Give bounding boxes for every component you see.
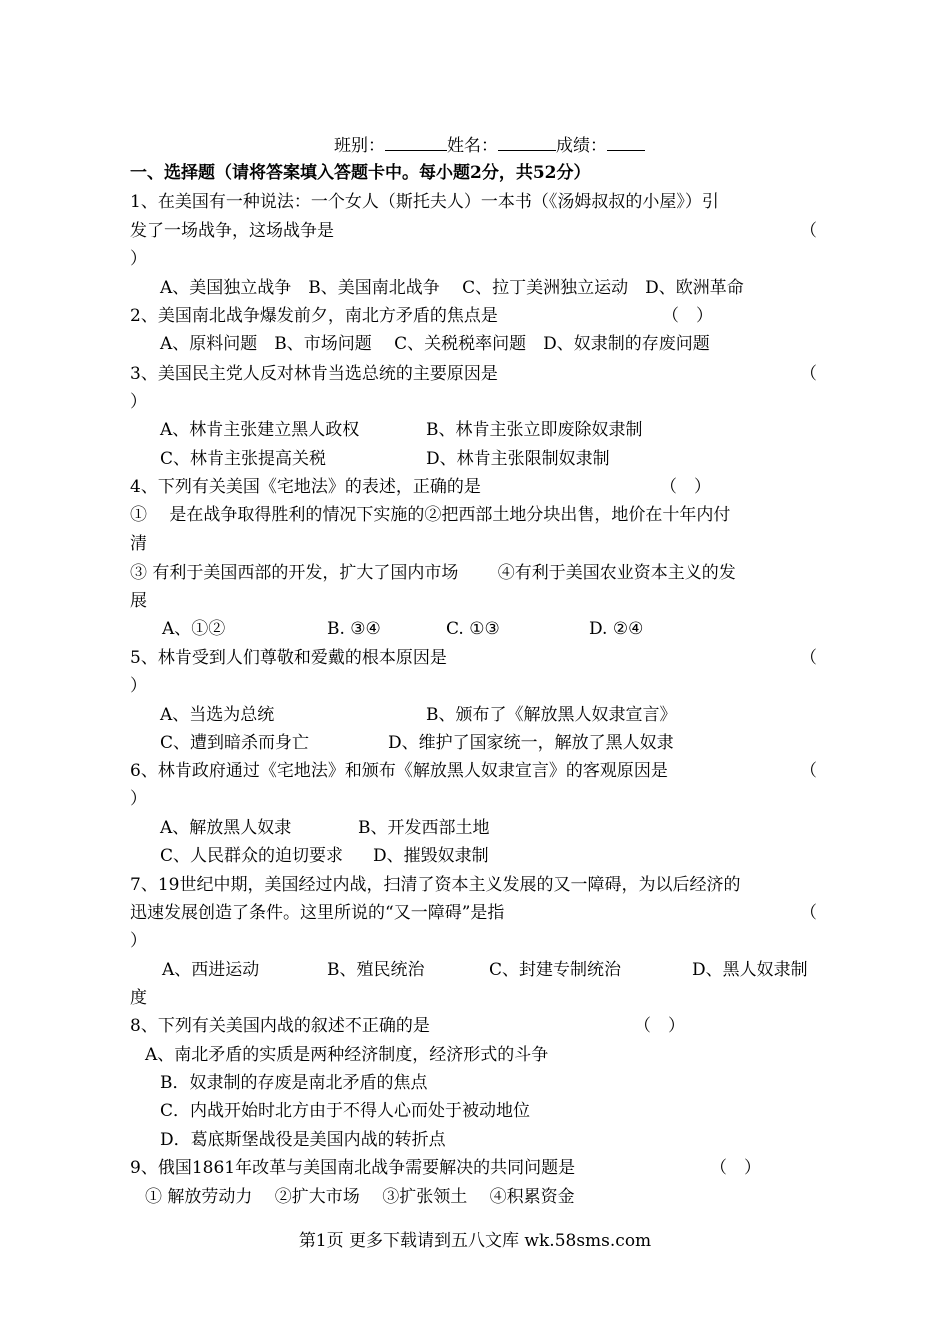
- name-blank[interactable]: [498, 134, 556, 151]
- q3-option-a: A、林肯主张建立黑人政权: [160, 420, 360, 440]
- q4-statement-2-cont: 展: [130, 591, 147, 611]
- q7-paren-close: ）: [130, 931, 147, 951]
- q4-option-c: C. ①③: [446, 619, 500, 639]
- q8-option-a: A、南北矛盾的实质是两种经济制度，经济形式的斗争: [145, 1045, 549, 1065]
- q8-option-c: C．内战开始时北方由于不得人心而处于被动地位: [160, 1101, 531, 1121]
- q6-option-b: B、开发西部土地: [358, 818, 490, 838]
- q6-option-d: D、摧毁奴隶制: [373, 846, 489, 866]
- q3-option-c: C、林肯主张提高关税: [160, 449, 327, 469]
- page-footer: 第1页 更多下载请到五八文库 wk.58sms.com: [298, 1231, 652, 1251]
- q9-items: ① 解放劳动力 ②扩大市场 ③扩张领土 ④积累资金: [145, 1187, 575, 1207]
- q5-option-d: D、维护了国家统一，解放了黑人奴隶: [388, 733, 674, 753]
- score-blank[interactable]: [607, 134, 645, 151]
- q7-option-b: B、殖民统治: [327, 960, 425, 980]
- q3-stem: 3、美国民主党人反对林肯当选总统的主要原因是: [130, 364, 498, 384]
- q7-option-a: A、西进运动: [162, 960, 260, 980]
- q9-stem: 9、俄国1861年改革与美国南北战争需要解决的共同问题是: [130, 1158, 576, 1178]
- q4-option-a: A、①②: [162, 619, 226, 639]
- q1-paren-open: （: [800, 221, 817, 241]
- q7-line1: 7、19世纪中期，美国经过内战，扫清了资本主义发展的又一障碍，为以后经济的: [130, 875, 741, 895]
- q5-stem: 5、林肯受到人们尊敬和爱戴的根本原因是: [130, 648, 447, 668]
- q8-option-b: B．奴隶制的存废是南北矛盾的焦点: [160, 1073, 428, 1093]
- q6-paren-open: （: [800, 761, 817, 781]
- class-blank[interactable]: [385, 134, 447, 151]
- q4-paren: （ ）: [660, 477, 711, 497]
- class-label: 班别：: [334, 136, 385, 156]
- q5-paren-close: ）: [130, 676, 147, 696]
- q7-option-d: D、黑人奴隶制: [692, 960, 808, 980]
- q5-option-a: A、当选为总统: [160, 705, 275, 725]
- q7-option-c: C、封建专制统治: [489, 960, 622, 980]
- q7-paren-open: （: [800, 903, 817, 923]
- q3-option-b: B、林肯主张立即废除奴隶制: [426, 420, 643, 440]
- student-info-line: [334, 134, 645, 157]
- q4-stem: 4、下列有关美国《宅地法》的表述，正确的是: [130, 477, 481, 497]
- q1-options: A、美国独立战争 B、美国南北战争 C、拉丁美洲独立运动 D、欧洲革命: [160, 278, 744, 298]
- q4-option-b: B. ③④: [327, 619, 381, 639]
- score-label: 成绩：: [556, 136, 607, 156]
- section-title: 一、选择题（请将答案填入答题卡中。每小题2分，共52分）: [130, 163, 591, 183]
- q9-paren: （ ）: [710, 1158, 761, 1178]
- q1-paren-close: ）: [130, 249, 147, 269]
- q6-paren-close: ）: [130, 789, 147, 809]
- q6-option-c: C、人民群众的迫切要求: [160, 846, 344, 866]
- q7-option-d-cont: 度: [130, 988, 147, 1008]
- q7-line2: 迅速发展创造了条件。这里所说的“又一障碍”是指: [130, 903, 505, 923]
- q5-paren-open: （: [800, 648, 817, 668]
- q5-option-b: B、颁布了《解放黑人奴隶宣言》: [426, 705, 677, 725]
- q3-paren-open: （: [800, 364, 817, 384]
- q3-option-d: D、林肯主张限制奴隶制: [426, 449, 610, 469]
- q8-option-d: D．葛底斯堡战役是美国内战的转折点: [160, 1130, 446, 1150]
- q1-line1: 1、在美国有一种说法：一个女人（斯托夫人）一本书（《汤姆叔叔的小屋》）引: [130, 192, 719, 212]
- q4-option-d: D. ②④: [589, 619, 644, 639]
- q8-stem: 8、下列有关美国内战的叙述不正确的是: [130, 1016, 430, 1036]
- q2-paren: （ ）: [662, 306, 713, 326]
- name-label: 姓名：: [447, 136, 498, 156]
- q6-stem: 6、林肯政府通过《宅地法》和颁布《解放黑人奴隶宣言》的客观原因是: [130, 761, 668, 781]
- q4-statement-1: ① 是在战争取得胜利的情况下实施的②把西部土地分块出售，地价在十年内付: [130, 505, 731, 525]
- q8-paren: （ ）: [634, 1016, 685, 1036]
- q6-option-a: A、解放黑人奴隶: [160, 818, 292, 838]
- q4-statement-1-cont: 清: [130, 534, 147, 554]
- q5-option-c: C、遭到暗杀而身亡: [160, 733, 310, 753]
- q3-paren-close: ）: [130, 392, 147, 412]
- q1-line2: 发了一场战争，这场战争是: [130, 221, 334, 241]
- q4-statement-2: ③ 有利于美国西部的开发，扩大了国内市场 ④有利于美国农业资本主义的发: [130, 563, 736, 583]
- q2-options: A、原料问题 B、市场问题 C、关税税率问题 D、奴隶制的存废问题: [160, 334, 710, 354]
- q2-stem: 2、美国南北战争爆发前夕，南北方矛盾的焦点是: [130, 306, 498, 326]
